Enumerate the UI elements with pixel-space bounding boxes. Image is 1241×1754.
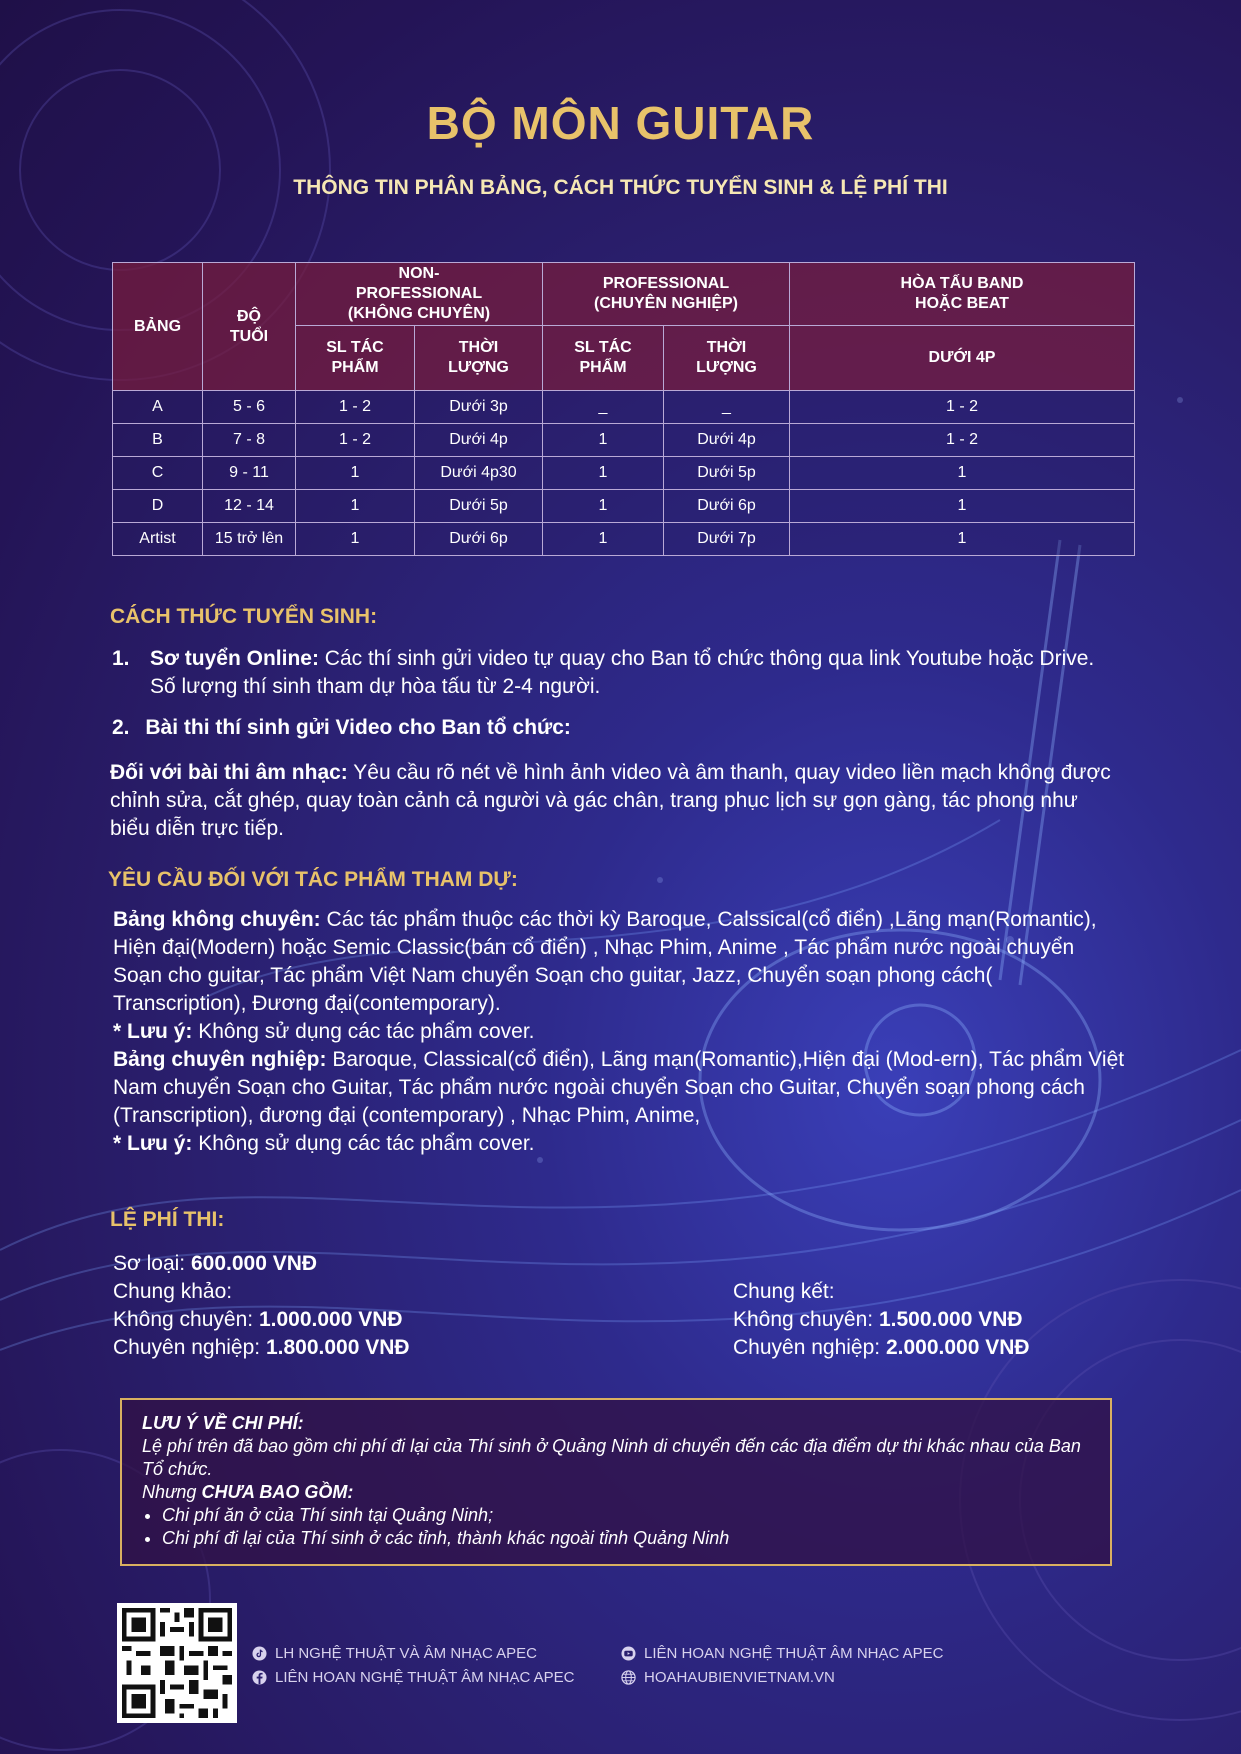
note-label: * Lưu ý: — [113, 1132, 193, 1155]
header-duoi-4p: DƯỚI 4P — [790, 326, 1135, 391]
list-item: • Chi phí ăn ở của Thí sinh tại Quảng Ninh; — [162, 1504, 1090, 1527]
music-text: Yêu cầu rõ nét về hình ảnh video và âm thanh, quay video liền mạch không được chỉnh sửa, cắt ghép, quay toàn cảnh cả người và gác chân, trang phục lịch sự gọn gàng, tác phong như biểu diễn trực tiếp. — [110, 761, 1111, 840]
header-professional: PROFESSIONAL (CHUYÊN NGHIỆP) — [543, 263, 790, 326]
note-1 — [113, 1018, 1128, 1046]
facebook-icon — [252, 1670, 267, 1685]
header-non-professional: NON-PROFESSIONAL (KHÔNG CHUYÊN) — [296, 263, 543, 326]
table-cell: 5 - 6 — [203, 391, 296, 424]
nonpro-label: Bảng không chuyên: — [113, 908, 321, 931]
so-loai-label: Sơ loại: — [113, 1252, 191, 1275]
youtube-icon — [621, 1646, 636, 1661]
ck-khong-chuyen-value: 1.000.000 VNĐ — [258, 1308, 403, 1331]
cket-khong-chuyen-label: Không chuyên: — [733, 1308, 879, 1331]
page-title: BỘ MÔN GUITAR — [426, 97, 815, 149]
cost-note-line: Lệ phí trên đã bao gồm chi phí đi lại của Thí sinh ở Quảng Ninh di chuyển đến các địa điểm dự thi khác nhau của Ban Tổ chức. — [142, 1436, 1081, 1479]
header-thoi-luong: THỜI LƯỢNG — [664, 326, 790, 391]
header-sl-tac-pham: SL TÁC PHẨM — [543, 326, 664, 391]
ck-khong-chuyen-label: Không chuyên: — [113, 1308, 259, 1331]
table-cell: Dưới 4p — [415, 424, 543, 457]
table-cell: _ — [543, 391, 664, 424]
table-row — [113, 424, 1135, 457]
note-text: Không sử dụng các tác phẩm cover. — [192, 1020, 535, 1043]
table-cell: Dưới 7p — [664, 523, 790, 556]
table-row — [113, 490, 1135, 523]
header-bang: BẢNG — [113, 263, 203, 391]
admission-item-2 — [112, 714, 1122, 742]
globe-icon — [621, 1670, 636, 1685]
music-requirement — [110, 759, 1122, 843]
table-cell: B — [113, 424, 203, 457]
ck-chuyen-nghiep-label: Chuyên nghiệp: — [113, 1336, 266, 1359]
cket-khong-chuyen-value: 1.500.000 VNĐ — [878, 1308, 1023, 1331]
table-cell: 1 - 2 — [296, 424, 415, 457]
table-row — [113, 523, 1135, 556]
item-1-label: Sơ tuyển Online: — [150, 647, 319, 670]
table-row — [113, 457, 1135, 490]
table-cell: Artist — [113, 523, 203, 556]
facebook-label: LIÊN HOAN NGHỆ THUẬT ÂM NHẠC APEC — [275, 1669, 575, 1686]
nonpro-requirement — [113, 906, 1128, 1018]
table-cell: 1 — [543, 424, 664, 457]
facebook-link[interactable] — [252, 1669, 575, 1686]
note-label: * Lưu ý: — [113, 1020, 193, 1043]
table-cell: 1 - 2 — [296, 391, 415, 424]
table-cell: Dưới 4p — [664, 424, 790, 457]
cost-note-not-included: CHƯA BAO GỒM: — [201, 1482, 354, 1502]
pro-text: Baroque, Classical(cổ điển), Lãng mạn(Romantic),Hiện đại (Mod-ern), Tác phẩm Việt Nam chuyển Soạn cho Guitar, Tác phẩm nước ngoài chuyển Soạn cho Guitar, Chuyển soạn phong cách (Transcription), đương đại (contemporary) , Nhạc Phim, Anime, — [113, 1048, 1125, 1127]
item-number: 2. — [112, 716, 130, 739]
admission-heading: CÁCH THỨC TUYỂN SINH: — [110, 605, 378, 628]
table-cell: Dưới 5p — [415, 490, 543, 523]
table-row — [113, 391, 1135, 424]
pro-label: Bảng chuyên nghiệp: — [113, 1048, 327, 1071]
pro-requirement — [113, 1046, 1128, 1130]
table-cell: Dưới 6p — [415, 523, 543, 556]
tiktok-label: LH NGHỆ THUẬT VÀ ÂM NHẠC APEC — [275, 1645, 538, 1662]
requirements-heading: YÊU CẦU ĐỐI VỚI TÁC PHẨM THAM DỰ: — [108, 868, 518, 891]
header-sl-tac-pham: SL TÁC PHẨM — [296, 326, 415, 391]
tiktok-link[interactable] — [252, 1645, 537, 1662]
category-table — [112, 262, 1135, 556]
website-label: HOAHAUBIENVIETNAM.VN — [644, 1669, 835, 1686]
cost-note-but: Nhưng — [142, 1482, 202, 1502]
requirements-body — [113, 906, 1128, 1158]
fees-left — [113, 1250, 633, 1362]
table-cell: A — [113, 391, 203, 424]
table-cell: Dưới 3p — [415, 391, 543, 424]
table-cell: 1 - 2 — [790, 424, 1135, 457]
table-cell: 1 — [790, 523, 1135, 556]
table-cell: 12 - 14 — [203, 490, 296, 523]
so-loai-value: 600.000 VNĐ — [190, 1252, 318, 1275]
table-cell: 1 — [543, 523, 664, 556]
table-cell: 1 — [543, 490, 664, 523]
table-cell: 9 - 11 — [203, 457, 296, 490]
cost-note-box — [120, 1398, 1112, 1566]
music-label: Đối với bài thi âm nhạc: — [110, 761, 348, 784]
header-do-tuoi: ĐỘ TUỔI — [203, 263, 296, 391]
ck-chuyen-nghiep-value: 1.800.000 VNĐ — [265, 1336, 410, 1359]
table-cell: 1 — [790, 457, 1135, 490]
note-2 — [113, 1130, 1128, 1158]
fees-heading: LỆ PHÍ THI: — [110, 1208, 225, 1231]
table-cell: 1 — [296, 457, 415, 490]
item-2-label: Bài thi thí sinh gửi Video cho Ban tổ chức: — [145, 716, 571, 739]
table-cell: _ — [664, 391, 790, 424]
item-1-text: Các thí sinh gửi video tự quay cho Ban tổ chức thông qua link Youtube hoặc Drive. Số lượng thí sinh tham dự hòa tấu từ 2-4 người. — [150, 647, 1095, 698]
admission-item-1 — [112, 645, 1122, 701]
table-cell: 1 - 2 — [790, 391, 1135, 424]
list-item: • Chi phí đi lại của Thí sinh ở các tỉnh, thành khác ngoài tỉnh Quảng Ninh — [162, 1527, 1090, 1550]
item-number: 1. — [112, 647, 130, 670]
chung-khao-label: Chung khảo: — [113, 1280, 233, 1303]
cket-chuyen-nghiep-value: 2.000.000 VNĐ — [885, 1336, 1030, 1359]
page-subtitle: THÔNG TIN PHÂN BẢNG, CÁCH THỨC TUYỂN SINH & LỆ PHÍ THI — [293, 176, 948, 199]
header-thoi-luong: THỜI LƯỢNG — [415, 326, 543, 391]
cost-note-list — [142, 1504, 1090, 1550]
youtube-label: LIÊN HOAN NGHỆ THUẬT ÂM NHẠC APEC — [644, 1645, 944, 1662]
fees-right — [733, 1278, 1153, 1362]
website-link[interactable] — [621, 1669, 835, 1686]
cost-note-heading: LƯU Ý VỀ CHI PHÍ: — [142, 1413, 304, 1433]
table-cell: C — [113, 457, 203, 490]
table-cell: 15 trở lên — [203, 523, 296, 556]
table-cell: D — [113, 490, 203, 523]
table-cell: 7 - 8 — [203, 424, 296, 457]
table-cell: Dưới 4p30 — [415, 457, 543, 490]
table-cell: 1 — [543, 457, 664, 490]
note-text: Không sử dụng các tác phẩm cover. — [192, 1132, 535, 1155]
table-cell: 1 — [296, 523, 415, 556]
qr-code[interactable] — [117, 1603, 237, 1723]
table-cell: 1 — [790, 490, 1135, 523]
table-cell: Dưới 5p — [664, 457, 790, 490]
table-cell: Dưới 6p — [664, 490, 790, 523]
chung-ket-label: Chung kết: — [733, 1280, 835, 1303]
youtube-link[interactable] — [621, 1645, 944, 1662]
header-hoa-tau: HÒA TẤU BAND HOẶC BEAT — [790, 263, 1135, 326]
tiktok-icon — [252, 1646, 267, 1661]
table-cell: 1 — [296, 490, 415, 523]
cket-chuyen-nghiep-label: Chuyên nghiệp: — [733, 1336, 886, 1359]
nonpro-text: Các tác phẩm thuộc các thời kỳ Baroque, Calssical(cổ điển) ,Lãng mạn(Romantic), Hiện đại(Modern) hoặc Semic Classic(bán cổ điển) , Nhạc Phim, Anime , Tác phẩm nước ngoài chuyển Soạn cho guitar, Tác phẩm Việt Nam chuyển Soạn cho guitar, Jazz, Chuyển soạn phong cách( Transcription), Đương đại(contemporary). — [113, 908, 1097, 1015]
